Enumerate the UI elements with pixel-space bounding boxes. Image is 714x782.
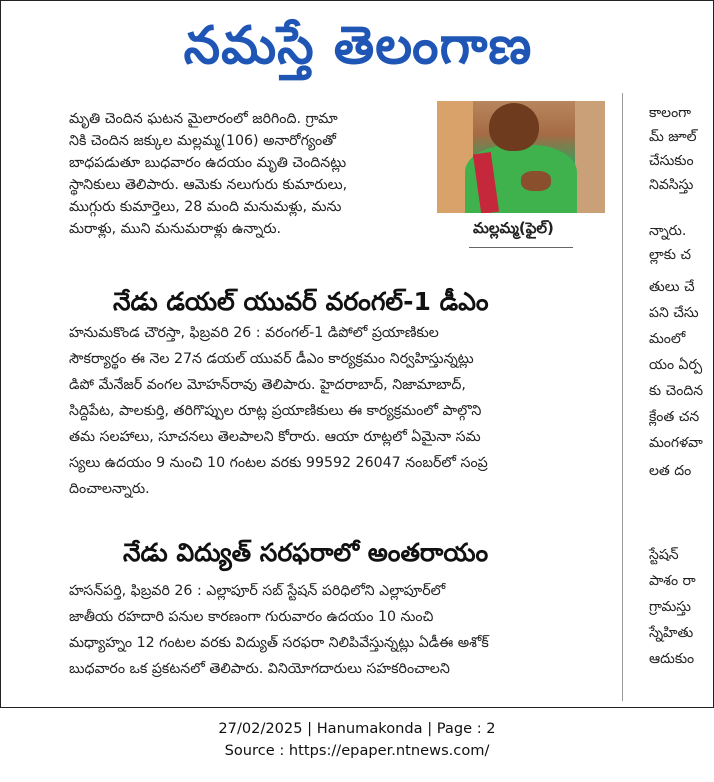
- right-column-line: స్నేహితు: [649, 625, 694, 641]
- footer-source-link[interactable]: Source : https://epaper.ntnews.com/: [224, 742, 490, 759]
- right-column-line: స్టేషన్: [649, 547, 679, 563]
- article-power-line: మధ్యాహ్నం 12 గంటల వరకు విద్యుత్ సరఫరా నిలిపివేస్తున్నట్లు ఏడీఈ అశోక్: [69, 635, 489, 651]
- headline-dial-your-dm: నేడు డయల్ యువర్ వరంగల్-1 డీఎం: [113, 287, 489, 316]
- right-column-line: మంగళవా: [649, 435, 703, 451]
- article-dial-line: స్యలు ఉదయం 9 నుంచి 10 గంటల వరకు 99592 26047 నంబర్‌లో సంప్ర: [69, 455, 488, 471]
- article-dial-line: సౌకర్యార్థం ఈ నెల 27న డయల్ యువర్ డీఎం కార్యక్రమం నిర్వహిస్తున్నట్లు: [69, 351, 474, 367]
- right-column-line: క్లేంత చన: [649, 409, 700, 425]
- article-dial-line: హనుమకొండ చౌరస్తా, ఫిబ్రవరి 26 : వరంగల్-1 డిపోలో ప్రయాణికుల: [69, 325, 439, 341]
- article-top-line: నికి చెందిన జక్కుల మల్లమ్మ(106) అనారోగ్యంతో: [69, 133, 337, 149]
- right-column-line: గ్రామస్తు: [649, 599, 691, 615]
- article-top-line: మరాళ్లు, ముని మనుమరాళ్లు ఉన్నారు.: [69, 221, 282, 237]
- article-dial-line: డిపో మేనేజర్ వంగల మోహన్‌రావు తెలిపారు. హైదరాబాద్, నిజామాబాద్,: [69, 377, 466, 393]
- caption-divider: [469, 247, 573, 248]
- footer-date-page: 27/02/2025 | Hanumakonda | Page : 2: [218, 720, 496, 737]
- right-column-line: తులు చే: [649, 279, 695, 295]
- page-footer: [0, 718, 714, 762]
- right-column-clipped: [629, 89, 714, 708]
- mallamma-photo: [437, 101, 605, 213]
- article-top-line: స్థానికులు తెలిపారు. ఆమెకు నలుగురు కుమారులు,: [69, 177, 348, 193]
- right-column-line: నివసిస్తు: [649, 177, 694, 193]
- right-column-line: పాశం రా: [649, 573, 696, 589]
- headline-power-outage: నేడు విద్యుత్ సరఫరాలో అంతరాయం: [123, 538, 489, 567]
- right-column-line: ఆదుకుం: [649, 651, 695, 667]
- article-power-line: జాతీయ రహదారి పనుల కారణంగా గురువారం ఉదయం 10 నుంచి: [69, 609, 434, 625]
- right-column-line: మంలో: [649, 331, 686, 347]
- right-column-line: యం ఏర్ప: [649, 357, 703, 373]
- right-column-line: ల్లాకు చ: [649, 247, 691, 263]
- right-column-line: కు చెందిన: [649, 383, 704, 399]
- article-power-line: బుధవారం ఒక ప్రకటనలో తెలిపారు. వినియోగదారులు సహకరించాలని: [69, 661, 450, 677]
- article-dial-line: దించాలన్నారు.: [69, 481, 150, 497]
- right-column-line: లత దం: [649, 463, 692, 479]
- column-divider: [622, 93, 623, 701]
- article-top-line: బాధపడుతూ బుధవారం ఉదయం మృతి చెందినట్లు: [69, 155, 347, 171]
- article-top-line: మృతి చెందిన ఘటన మైలారంలో జరిగింది. గ్రామా: [69, 111, 338, 127]
- article-power-line: హసన్‌పర్తి, ఫిబ్రవరి 26 : ఎల్లాపూర్ సబ్ స్టేషన్ పరిధిలోని ఎల్లాపూర్‌లో: [69, 583, 446, 599]
- newspaper-masthead: నమస్తే తెలంగాణ: [183, 16, 533, 76]
- right-column-line: పని చేసు: [649, 305, 699, 321]
- right-column-line: మ్ జూల్: [649, 129, 697, 145]
- article-dial-line: తమ సలహాలు, సూచనలు తెలపాలని కోరారు. ఆయా రూట్లలో ఏమైనా సమ: [69, 429, 481, 445]
- right-column-line: చేసుకుం: [649, 153, 694, 169]
- article-top-line: ముగ్గురు కుమార్తెలు, 28 మంది మనుమళ్లు, మను: [69, 199, 342, 215]
- photo-caption: మల్లమ్మ(ఫైల్): [473, 219, 554, 237]
- article-dial-line: సిద్దిపేట, పాలకుర్తి, తరిగొప్పుల రూట్ల ప్రయాణికులు ఈ కార్యక్రమంలో పాల్గొని: [69, 403, 482, 419]
- right-column-line: న్నారు.: [649, 223, 687, 239]
- right-column-line: కాలంగా: [649, 105, 692, 121]
